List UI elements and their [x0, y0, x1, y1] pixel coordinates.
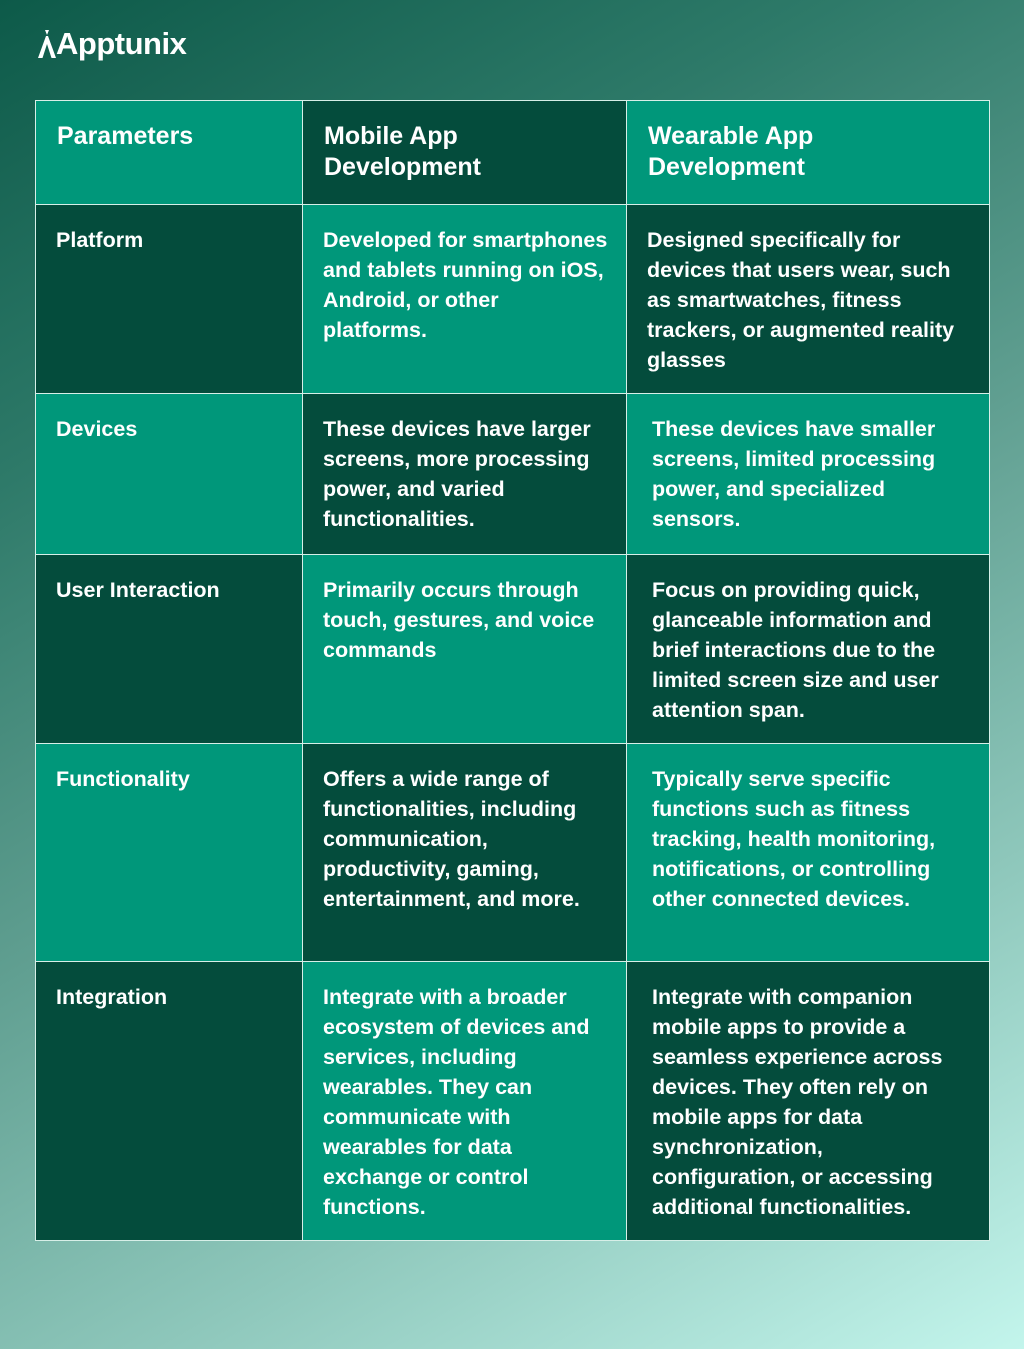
mobile-cell: Primarily occurs through touch, gestures, and voice commands [303, 555, 627, 744]
header-mobile-app-development: Mobile App Development [303, 101, 627, 205]
wearable-cell: These devices have smaller screens, limited processing power, and specialized sensors. [627, 394, 990, 555]
table-row [36, 962, 990, 1241]
mobile-cell: Offers a wide range of functionalities, including communication, productivity, gaming, entertainment, and more. [303, 744, 627, 962]
mobile-cell: These devices have larger screens, more processing power, and varied functionalities. [303, 394, 627, 555]
wearable-cell: Integrate with companion mobile apps to provide a seamless experience across devices. They often rely on mobile apps for data synchronization, configuration, or accessing additional functionalities. [627, 962, 990, 1241]
mobile-cell: Developed for smartphones and tablets running on iOS, Android, or other platforms. [303, 205, 627, 394]
wearable-cell: Typically serve specific functions such as fitness tracking, health monitoring, notifications, or controlling other connected devices. [627, 744, 990, 962]
wearable-cell: Focus on providing quick, glanceable information and brief interactions due to the limited screen size and user attention span. [627, 555, 990, 744]
mobile-cell: Integrate with a broader ecosystem of devices and services, including wearables. They can communicate with wearables for data exchange or control functions. [303, 962, 627, 1241]
parameter-cell: Platform [36, 205, 303, 394]
table-row [36, 394, 990, 555]
parameter-cell: User Interaction [36, 555, 303, 744]
parameter-cell: Integration [36, 962, 303, 1241]
brand-name: Apptunix [56, 26, 187, 61]
apptunix-a-logo-icon [37, 29, 57, 59]
header-parameters: Parameters [36, 101, 303, 205]
header-wearable-app-development: Wearable App Development [627, 101, 990, 205]
brand-logo [37, 28, 186, 59]
wearable-cell: Designed specifically for devices that users wear, such as smartwatches, fitness trackers, or augmented reality glasses [627, 205, 990, 394]
table-row [36, 555, 990, 744]
comparison-table [35, 100, 990, 1241]
parameter-cell: Functionality [36, 744, 303, 962]
table-row [36, 744, 990, 962]
table-row [36, 205, 990, 394]
parameter-cell: Devices [36, 394, 303, 555]
table-header-row [36, 101, 990, 205]
